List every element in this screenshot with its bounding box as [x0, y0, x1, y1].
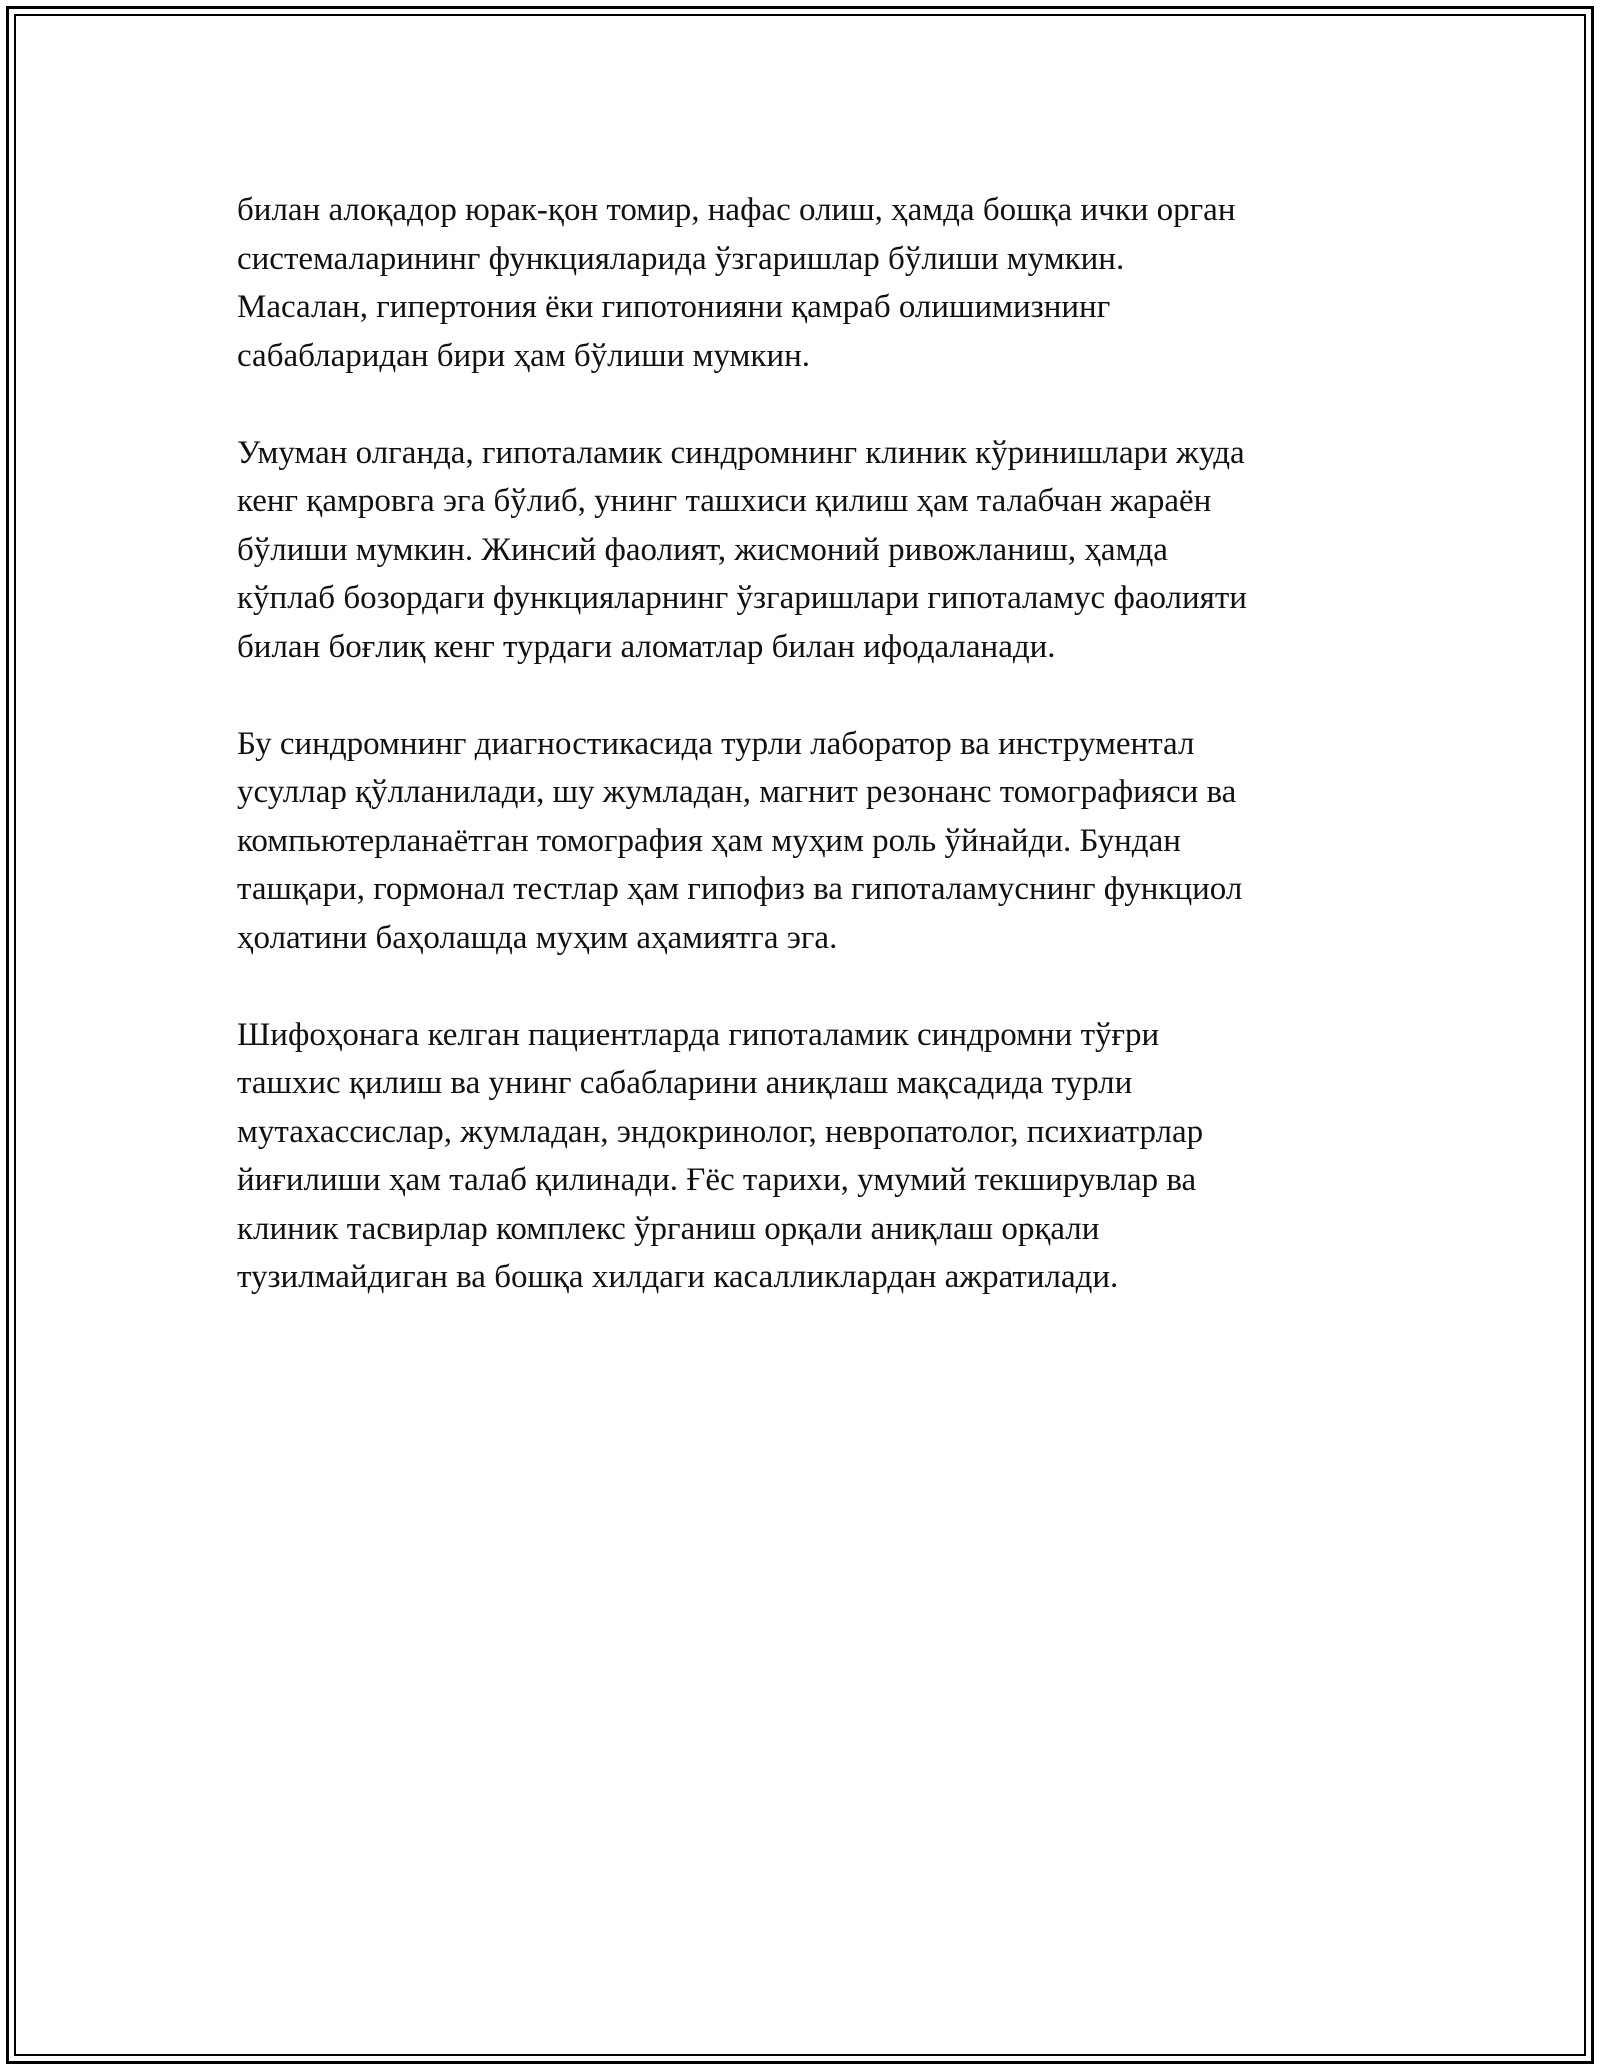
- text-line: Бу синдромнинг диагностикасида турли лаборатор ва инструментал: [237, 725, 1195, 762]
- document-body: [237, 186, 1377, 1350]
- text-line: сабабларидан бири ҳам бўлиши мумкин.: [237, 337, 811, 374]
- text-line: ташқари, гормонал тестлар ҳам гипофиз ва гипоталамуснинг функциол: [237, 871, 1243, 907]
- paragraph-4: [237, 1011, 1377, 1302]
- paragraph-2: [237, 429, 1377, 672]
- text-line: системаларининг функцияларида ўзгаришлар бўлиши мумкин.: [237, 240, 1125, 277]
- text-line: мутахассислар, жумладан, эндокринолог, невропатолог, психиатрлар: [237, 1113, 1204, 1150]
- paragraph-1: [237, 186, 1377, 380]
- text-line: ҳолатини баҳолашда муҳим аҳамиятга эга.: [237, 919, 838, 956]
- paragraph-3: [237, 720, 1377, 963]
- text-line: компьютерланаётган томография ҳам муҳим роль ўйнайди. Бундан: [237, 822, 1181, 859]
- text-line: бўлиши мумкин. Жинсий фаолият, жисмоний ривожланиш, ҳамда: [237, 531, 1168, 568]
- text-line: усуллар қўлланилади, шу жумладан, магнит резонанс томографияси ва: [237, 774, 1237, 810]
- text-line: билан алоқадор юрак-қон томир, нафас олиш, ҳамда бошқа ички орган: [237, 192, 1236, 228]
- text-line: ташхис қилиш ва унинг сабабларини аниқлаш мақсадида турли: [237, 1065, 1133, 1101]
- text-line: кўплаб бозордаги функцияларнинг ўзгаришлари гипоталамус фаолияти: [237, 580, 1247, 616]
- text-line: кенг қамровга эга бўлиб, унинг ташхиси қилиш ҳам талабчан жараён: [237, 483, 1212, 519]
- text-line: Масалан, гипертония ёки гипотонияни қамраб олишимизнинг: [237, 289, 1111, 325]
- text-line: Умуман олганда, гипоталамик синдромнинг клиник кўринишлари жуда: [237, 434, 1245, 471]
- text-line: тузилмайдиган ва бошқа хилдаги касалликлардан ажратилади.: [237, 1259, 1119, 1295]
- text-line: билан боғлиқ кенг турдаги аломатлар билан ифодаланади.: [237, 628, 1056, 665]
- text-line: йиғилиши ҳам талаб қилинади. Ғёс тарихи, умумий текширувлар ва: [237, 1162, 1197, 1198]
- text-line: клиник тасвирлар комплекс ўрганиш орқали аниқлаш орқали: [237, 1210, 1100, 1247]
- text-line: Шифоҳонага келган пациентларда гипоталамик синдромни тўғри: [237, 1016, 1160, 1053]
